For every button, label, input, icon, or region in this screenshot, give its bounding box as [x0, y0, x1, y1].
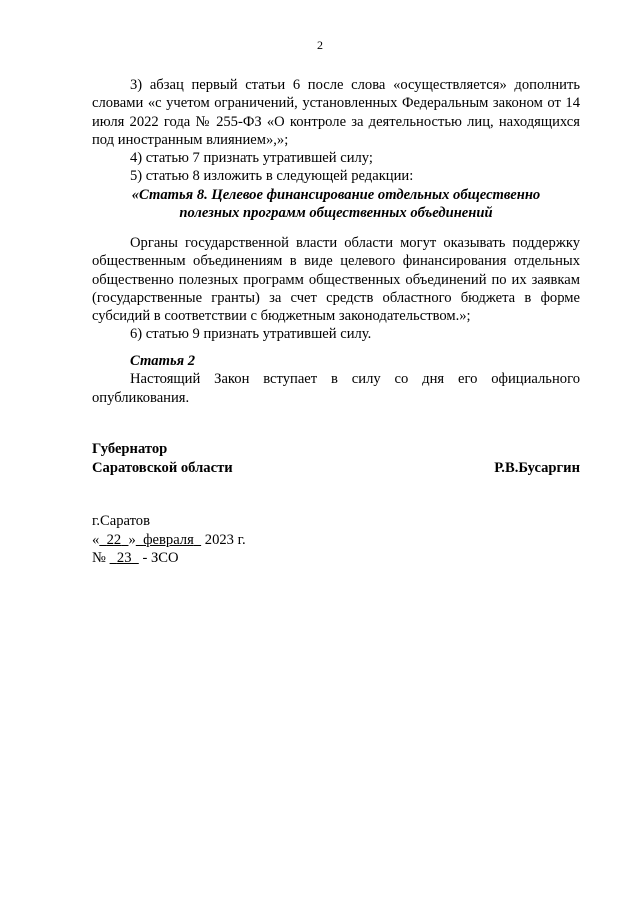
date-month-field: февраля: [143, 531, 194, 548]
article-8-body-block: [92, 234, 580, 344]
amendments-list: [92, 76, 580, 222]
date-close-quote: »: [128, 531, 136, 548]
page-number: 2: [317, 38, 323, 52]
number-line: [92, 549, 246, 568]
signatory-name: Р.В.Бусаргин: [494, 460, 580, 476]
article-8-title-line-1: «Статья 8. Целевое финансирование отдельных общественно: [131, 186, 541, 203]
date-open-quote: «: [92, 531, 100, 548]
document-footer: [92, 512, 246, 568]
number-suffix: - ЗСО: [142, 550, 179, 566]
signatory-position-line-2: Саратовской области: [92, 460, 233, 476]
article-2-body: Настоящий Закон вступает в силу со дня его официального опубликования.: [92, 371, 580, 406]
amendment-item-5: 5) статью 8 изложить в следующей редакции:: [130, 168, 414, 185]
number-field: 23: [116, 550, 132, 566]
article-8-body: Органы государственной власти области могут оказывать поддержку общественным объединениям в виде целевого финансирования отдельных общественно полезных программ общественных объединений по их заявкам (государственные гранты) за счет средств областного бюджета в форме субсидий в соответствии с бюджетным законодательством.»;: [92, 235, 580, 325]
date-year: 2023 г.: [204, 531, 246, 548]
article-8-title-line-2: полезных программ общественных объединений: [179, 205, 493, 222]
city: г.Саратов: [92, 513, 150, 529]
article-2-block: [92, 352, 580, 407]
amendment-item-3: 3) абзац первый статьи 6 после слова «осуществляется» дополнить словами «с учетом ограничений, установленных Федеральным законом от 14 июля 2022 года № 255-ФЗ «О контроле за деятельностью лиц, находящихся под иностранным влиянием»,»;: [92, 77, 580, 148]
amendment-item-4: 4) статью 7 признать утратившей силу;: [130, 150, 373, 167]
signature-block: [92, 440, 580, 478]
date-line: [92, 531, 246, 550]
amendment-item-6: 6) статью 9 признать утратившей силу.: [130, 326, 372, 343]
article-2-title: Статья 2: [130, 353, 196, 369]
date-day-field: 22: [106, 531, 122, 548]
signatory-position-line-1: Губернатор: [92, 441, 168, 457]
number-prefix: №: [92, 550, 106, 566]
